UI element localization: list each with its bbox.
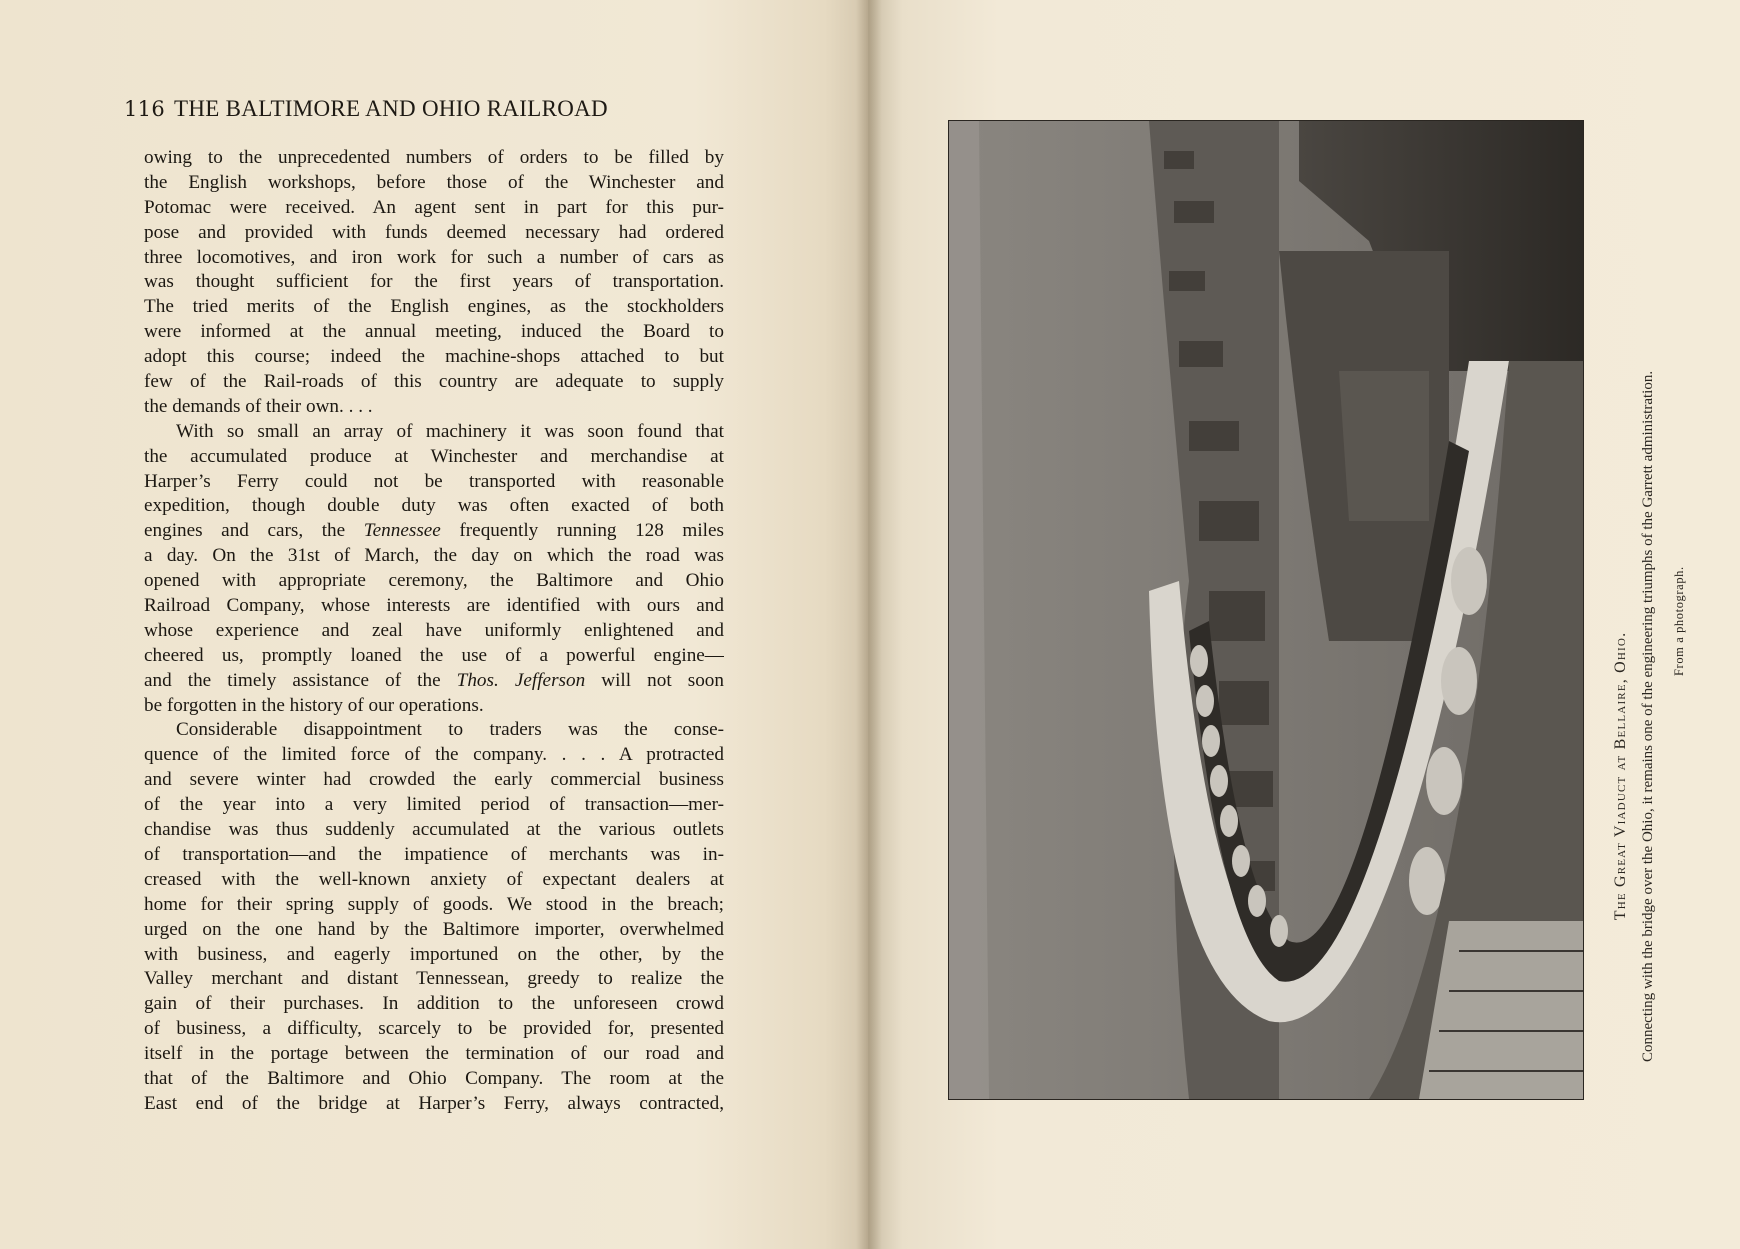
text-line: Potomac were received. An agent sent in part for this pur- [144,196,724,218]
text-line: and severe winter had crowded the early commercial business [144,769,724,791]
text-line: the demands of their own. . . . [144,395,373,417]
text-line: three locomotives, and iron work for such a number of cars as [144,246,724,268]
text-line: urged on the one hand by the Baltimore importer, overwhelmed [144,918,724,940]
text-line: and the timely assistance of the Thos. Jefferson will not soon [144,669,724,691]
text-line: whose experience and zeal have uniformly enlightened and [144,619,724,641]
viaduct-photograph [948,120,1584,1100]
text-line: a day. On the 31st of March, the day on which the road was [144,545,724,567]
caption-text: Connecting with the bridge over the Ohio, it remains one of the engineering triumphs of the Garrett administration. [1640,370,1656,1062]
text-line: was thought sufficient for the first years of transportation. [144,271,724,293]
text-line: Harper’s Ferry could not be transported with reasonable [144,470,724,492]
text-line: pose and provided with funds deemed necessary had ordered [144,221,724,243]
body-text [144,146,724,1117]
text-line: the accumulated produce at Winchester and merchandise at [144,445,724,467]
text-line: itself in the portage between the termination of our road and [144,1043,724,1065]
text-line: East end of the bridge at Harper’s Ferry, always contracted, [144,1092,724,1114]
text-line: with business, and eagerly importuned on the other, by the [144,943,724,965]
text-line: Valley merchant and distant Tennessean, greedy to realize the [144,968,724,990]
text-line: Considerable disappointment to traders was the conse- [176,719,724,741]
text-line: With so small an array of machinery it was soon found that [176,420,724,442]
text-line: adopt this course; indeed the machine-shops attached to but [144,346,724,368]
text-line: of transportation—and the impatience of merchants was in- [144,843,724,865]
left-page [0,0,868,1249]
text-line: home for their spring supply of goods. We stood in the breach; [144,893,724,915]
text-line: Railroad Company, whose interests are identified with ours and [144,595,724,617]
text-line: expedition, though double duty was often exacted of both [144,495,724,517]
text-line: few of the Rail-roads of this country are adequate to supply [144,371,724,393]
text-line: the English workshops, before those of the Winchester and [144,171,724,193]
text-line: The tried merits of the English engines, as the stockholders [144,296,724,318]
page-number: 116 [124,97,165,121]
text-line: of the year into a very limited period of transaction—mer- [144,794,724,816]
photo-credit: From a photograph. [1672,566,1686,676]
text-line: that of the Baltimore and Ohio Company. The room at the [144,1067,724,1089]
caption-title: The Great Viaduct at Bellaire, Ohio. [1612,631,1629,921]
text-line: of business, a difficulty, scarcely to be provided for, presented [144,1018,724,1040]
text-line: creased with the well-known anxiety of expectant dealers at [144,868,724,890]
text-line: gain of their purchases. In addition to the unforeseen crowd [144,993,724,1015]
text-line: quence of the limited force of the company. . . . A protracted [144,744,724,766]
text-line: engines and cars, the Tennessee frequently running 128 miles [144,520,724,542]
text-line: opened with appropriate ceremony, the Baltimore and Ohio [144,570,724,592]
text-line: be forgotten in the history of our operations. [144,694,484,716]
book-gutter [856,0,882,1249]
text-line: were informed at the annual meeting, induced the Board to [144,321,724,343]
text-line: cheered us, promptly loaned the use of a powerful engine— [144,644,724,666]
running-head [124,96,684,122]
text-line: owing to the unprecedented numbers of orders to be filled by [144,147,724,168]
running-head-title: THE BALTIMORE AND OHIO RAILROAD [174,96,608,121]
text-line: chandise was thus suddenly accumulated at the various outlets [144,819,724,841]
